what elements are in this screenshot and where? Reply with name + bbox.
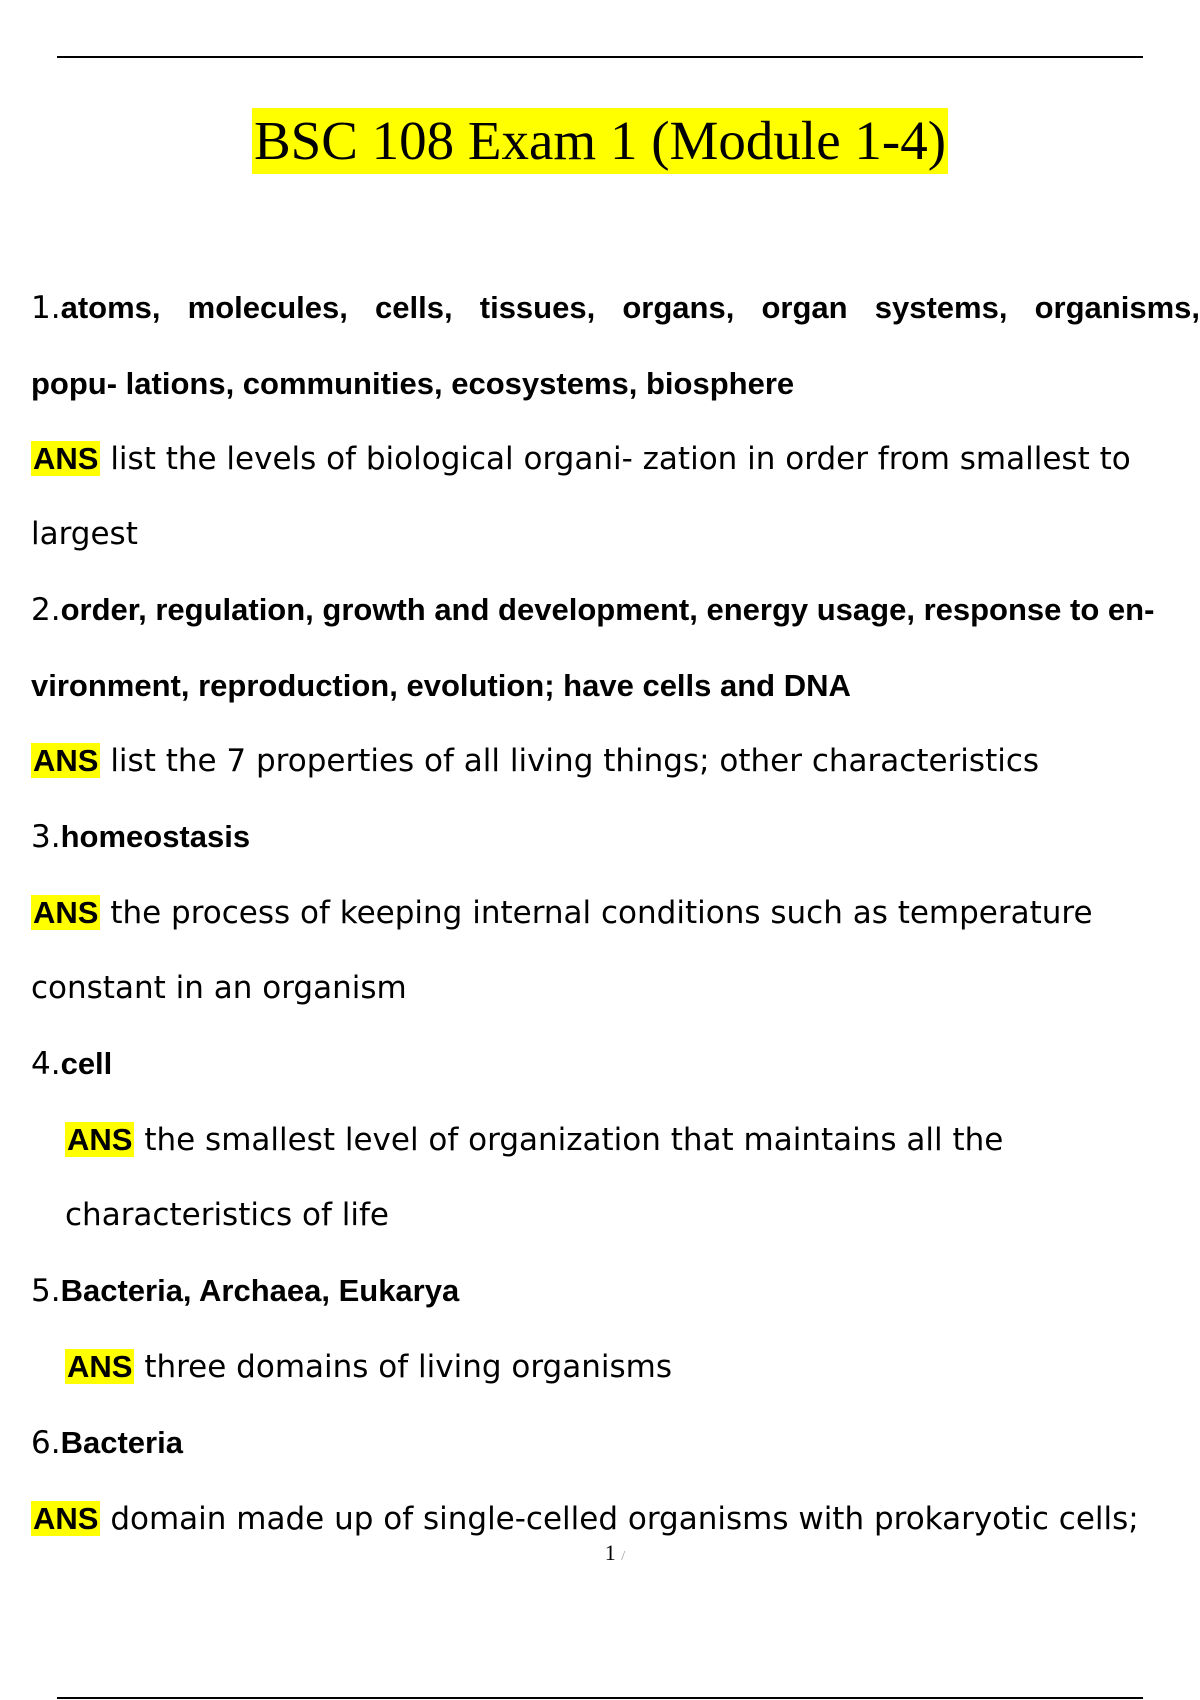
answer-text: list the 7 properties of all living things; other characteristics — [110, 743, 1040, 779]
answer-3-line-2: constant in an organism — [31, 970, 407, 1006]
question-number: 4. — [31, 1046, 61, 1082]
question-number: 6. — [31, 1425, 61, 1461]
question-text: Bacteria — [60, 1425, 183, 1460]
ans-label: ANS — [33, 441, 99, 476]
document-title: BSC 108 Exam 1 (Module 1-4) — [252, 108, 948, 174]
page-number-suffix: / — [621, 1549, 626, 1564]
question-number: 3. — [31, 819, 61, 855]
question-number: 5. — [31, 1273, 61, 1309]
answer-text: three domains of living organisms — [144, 1349, 672, 1385]
question-5 — [31, 1253, 1200, 1329]
answer-text: the process of keeping internal conditions such as temperature — [110, 895, 1093, 931]
question-text: homeostasis — [60, 819, 251, 854]
answer-1-line-2: largest — [31, 516, 138, 552]
ans-label: ANS — [33, 895, 99, 930]
question-text: atoms, molecules, cells, tissues, organs, organ systems, organisms, — [60, 290, 1200, 325]
ans-label: ANS — [67, 1349, 133, 1384]
qa-list — [31, 270, 1200, 1557]
answer-2-line-1 — [31, 723, 1200, 799]
question-text: order, regulation, growth and development, energy usage, response to en- — [60, 592, 1155, 627]
title-container — [0, 108, 1200, 174]
question-3 — [31, 799, 1200, 875]
question-2-line-2: vironment, reproduction, evolution; have cells and DNA — [31, 668, 851, 703]
answer-4-line-1 — [31, 1102, 1200, 1178]
ans-label: ANS — [67, 1122, 133, 1157]
question-6 — [31, 1405, 1200, 1481]
answer-text: domain made up of single-celled organisms with prokaryotic cells; — [110, 1501, 1139, 1537]
question-text: Bacteria, Archaea, Eukarya — [60, 1273, 460, 1308]
page-number-value: 1 — [604, 1540, 616, 1565]
ans-label: ANS — [33, 743, 99, 778]
answer-4-line-2: characteristics of life — [65, 1197, 389, 1233]
question-number: 2. — [31, 592, 61, 628]
answer-1-line-1 — [31, 421, 1200, 497]
answer-5 — [31, 1329, 1200, 1405]
question-1-line-1 — [31, 270, 1200, 346]
answer-text: the smallest level of organization that maintains all the — [144, 1122, 1004, 1158]
top-rule — [57, 56, 1143, 58]
page-number — [0, 1540, 1200, 1566]
question-1-line-2: popu- lations, communities, ecosystems, biosphere — [31, 366, 795, 401]
ans-label: ANS — [33, 1501, 99, 1536]
question-4 — [31, 1026, 1200, 1102]
question-number: 1. — [31, 290, 61, 326]
question-2-line-1 — [31, 572, 1200, 648]
bottom-rule — [57, 1697, 1143, 1699]
answer-3-line-1 — [31, 875, 1200, 951]
answer-text: list the levels of biological organi- zation in order from smallest to — [110, 441, 1131, 477]
question-text: cell — [60, 1046, 113, 1081]
